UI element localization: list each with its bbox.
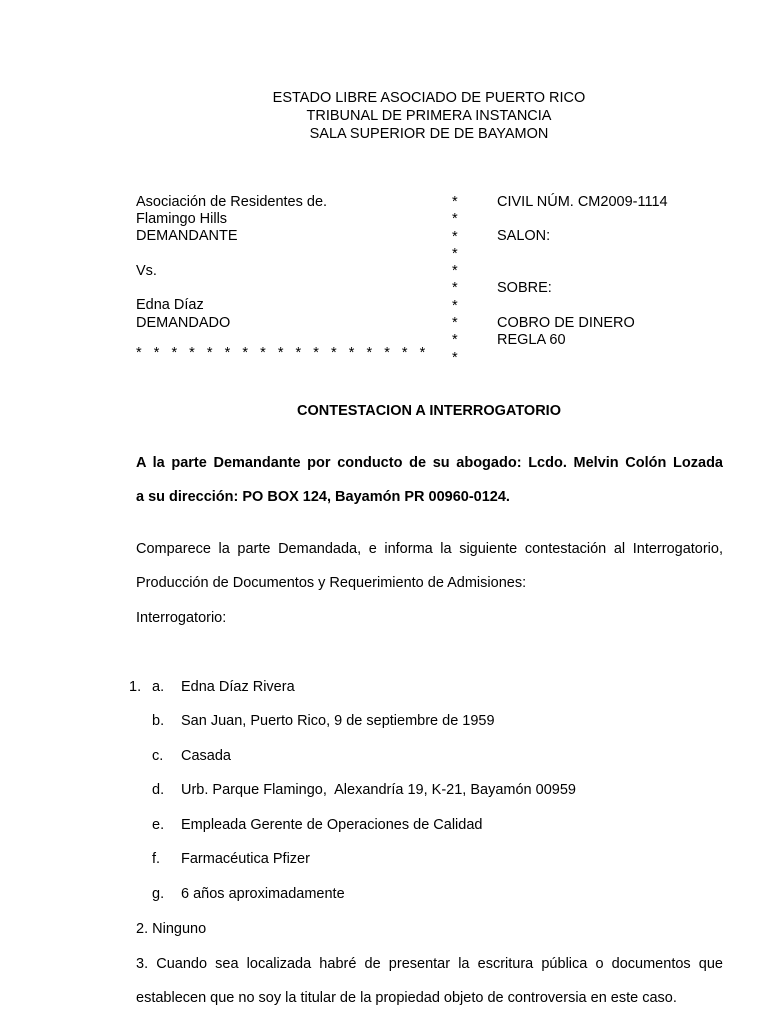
caption-divider	[452, 194, 458, 367]
plaintiff-name-line2: Flamingo Hills	[136, 211, 228, 227]
list-item-letter: f.	[152, 851, 161, 867]
list-item-letter: c.	[152, 748, 164, 764]
divider-star: *	[452, 194, 458, 210]
document-title: CONTESTACION A INTERROGATORIO	[297, 403, 561, 419]
divider-star: *	[452, 211, 458, 228]
divider-star: *	[452, 297, 458, 314]
salon-label: SALON:	[497, 228, 551, 244]
subject-line2: REGLA 60	[497, 332, 566, 348]
list-item-letter: e.	[152, 817, 165, 833]
list-item-text: Edna Díaz Rivera	[181, 679, 295, 695]
defendant-role: DEMANDADO	[136, 315, 231, 331]
civil-case-number: CIVIL NÚM. CM2009-1114	[497, 194, 668, 210]
divider-star: *	[452, 245, 458, 262]
list-item-letter: g.	[152, 886, 165, 902]
addressee-line2: a su dirección: PO BOX 124, Bayamón PR 00960-0124.	[136, 489, 510, 505]
sobre-label: SOBRE:	[497, 280, 552, 296]
divider-star: *	[452, 263, 458, 280]
plaintiff-role: DEMANDANTE	[136, 228, 238, 244]
court-header-line1: ESTADO LIBRE ASOCIADO DE PUERTO RICO	[272, 90, 586, 106]
divider-star: *	[452, 315, 458, 332]
defendant-name: Edna Díaz	[136, 297, 204, 313]
answer-3-line1: 3. Cuando sea localizada habré de presentar la escritura pública o documentos que	[136, 956, 723, 972]
caption-separator-stars: * * * * * * * * * * * * * * * * *	[136, 345, 426, 361]
list-item-text: Casada	[181, 748, 231, 764]
answer-number-1: 1.	[129, 679, 142, 695]
interrogatorio-label: Interrogatorio:	[136, 610, 227, 626]
answer-2: 2. Ninguno	[136, 921, 207, 937]
divider-star: *	[452, 280, 458, 297]
divider-star: *	[452, 228, 458, 245]
list-item-text: Urb. Parque Flamingo, Alexandría 19, K-21, Bayamón 00959	[181, 782, 576, 798]
list-item-text: 6 años aproximadamente	[181, 886, 345, 902]
list-item-text: San Juan, Puerto Rico, 9 de septiembre de 1959	[181, 713, 495, 729]
divider-star: *	[452, 332, 458, 349]
list-item-letter: d.	[152, 782, 165, 798]
versus-label: Vs.	[136, 263, 157, 279]
list-item-text: Farmacéutica Pfizer	[181, 851, 310, 867]
list-item-letter: a.	[152, 679, 165, 695]
subject-line1: COBRO DE DINERO	[497, 315, 635, 331]
court-header-line2: TRIBUNAL DE PRIMERA INSTANCIA	[306, 108, 552, 124]
list-item-letter: b.	[152, 713, 165, 729]
plaintiff-name-line1: Asociación de Residentes de.	[136, 194, 328, 210]
court-header-line3: SALA SUPERIOR DE DE BAYAMON	[309, 126, 549, 142]
divider-star: *	[452, 349, 458, 366]
intro-line1: Comparece la parte Demandada, e informa la siguiente contestación al Interrogatorio,	[136, 541, 723, 557]
intro-line2: Producción de Documentos y Requerimiento de Admisiones:	[136, 575, 527, 591]
addressee-line1: A la parte Demandante por conducto de su abogado: Lcdo. Melvin Colón Lozada	[136, 455, 723, 471]
answer-3-line2: establecen que no soy la titular de la propiedad objeto de controversia en este caso.	[136, 990, 677, 1006]
list-item-text: Empleada Gerente de Operaciones de Calidad	[181, 817, 483, 833]
